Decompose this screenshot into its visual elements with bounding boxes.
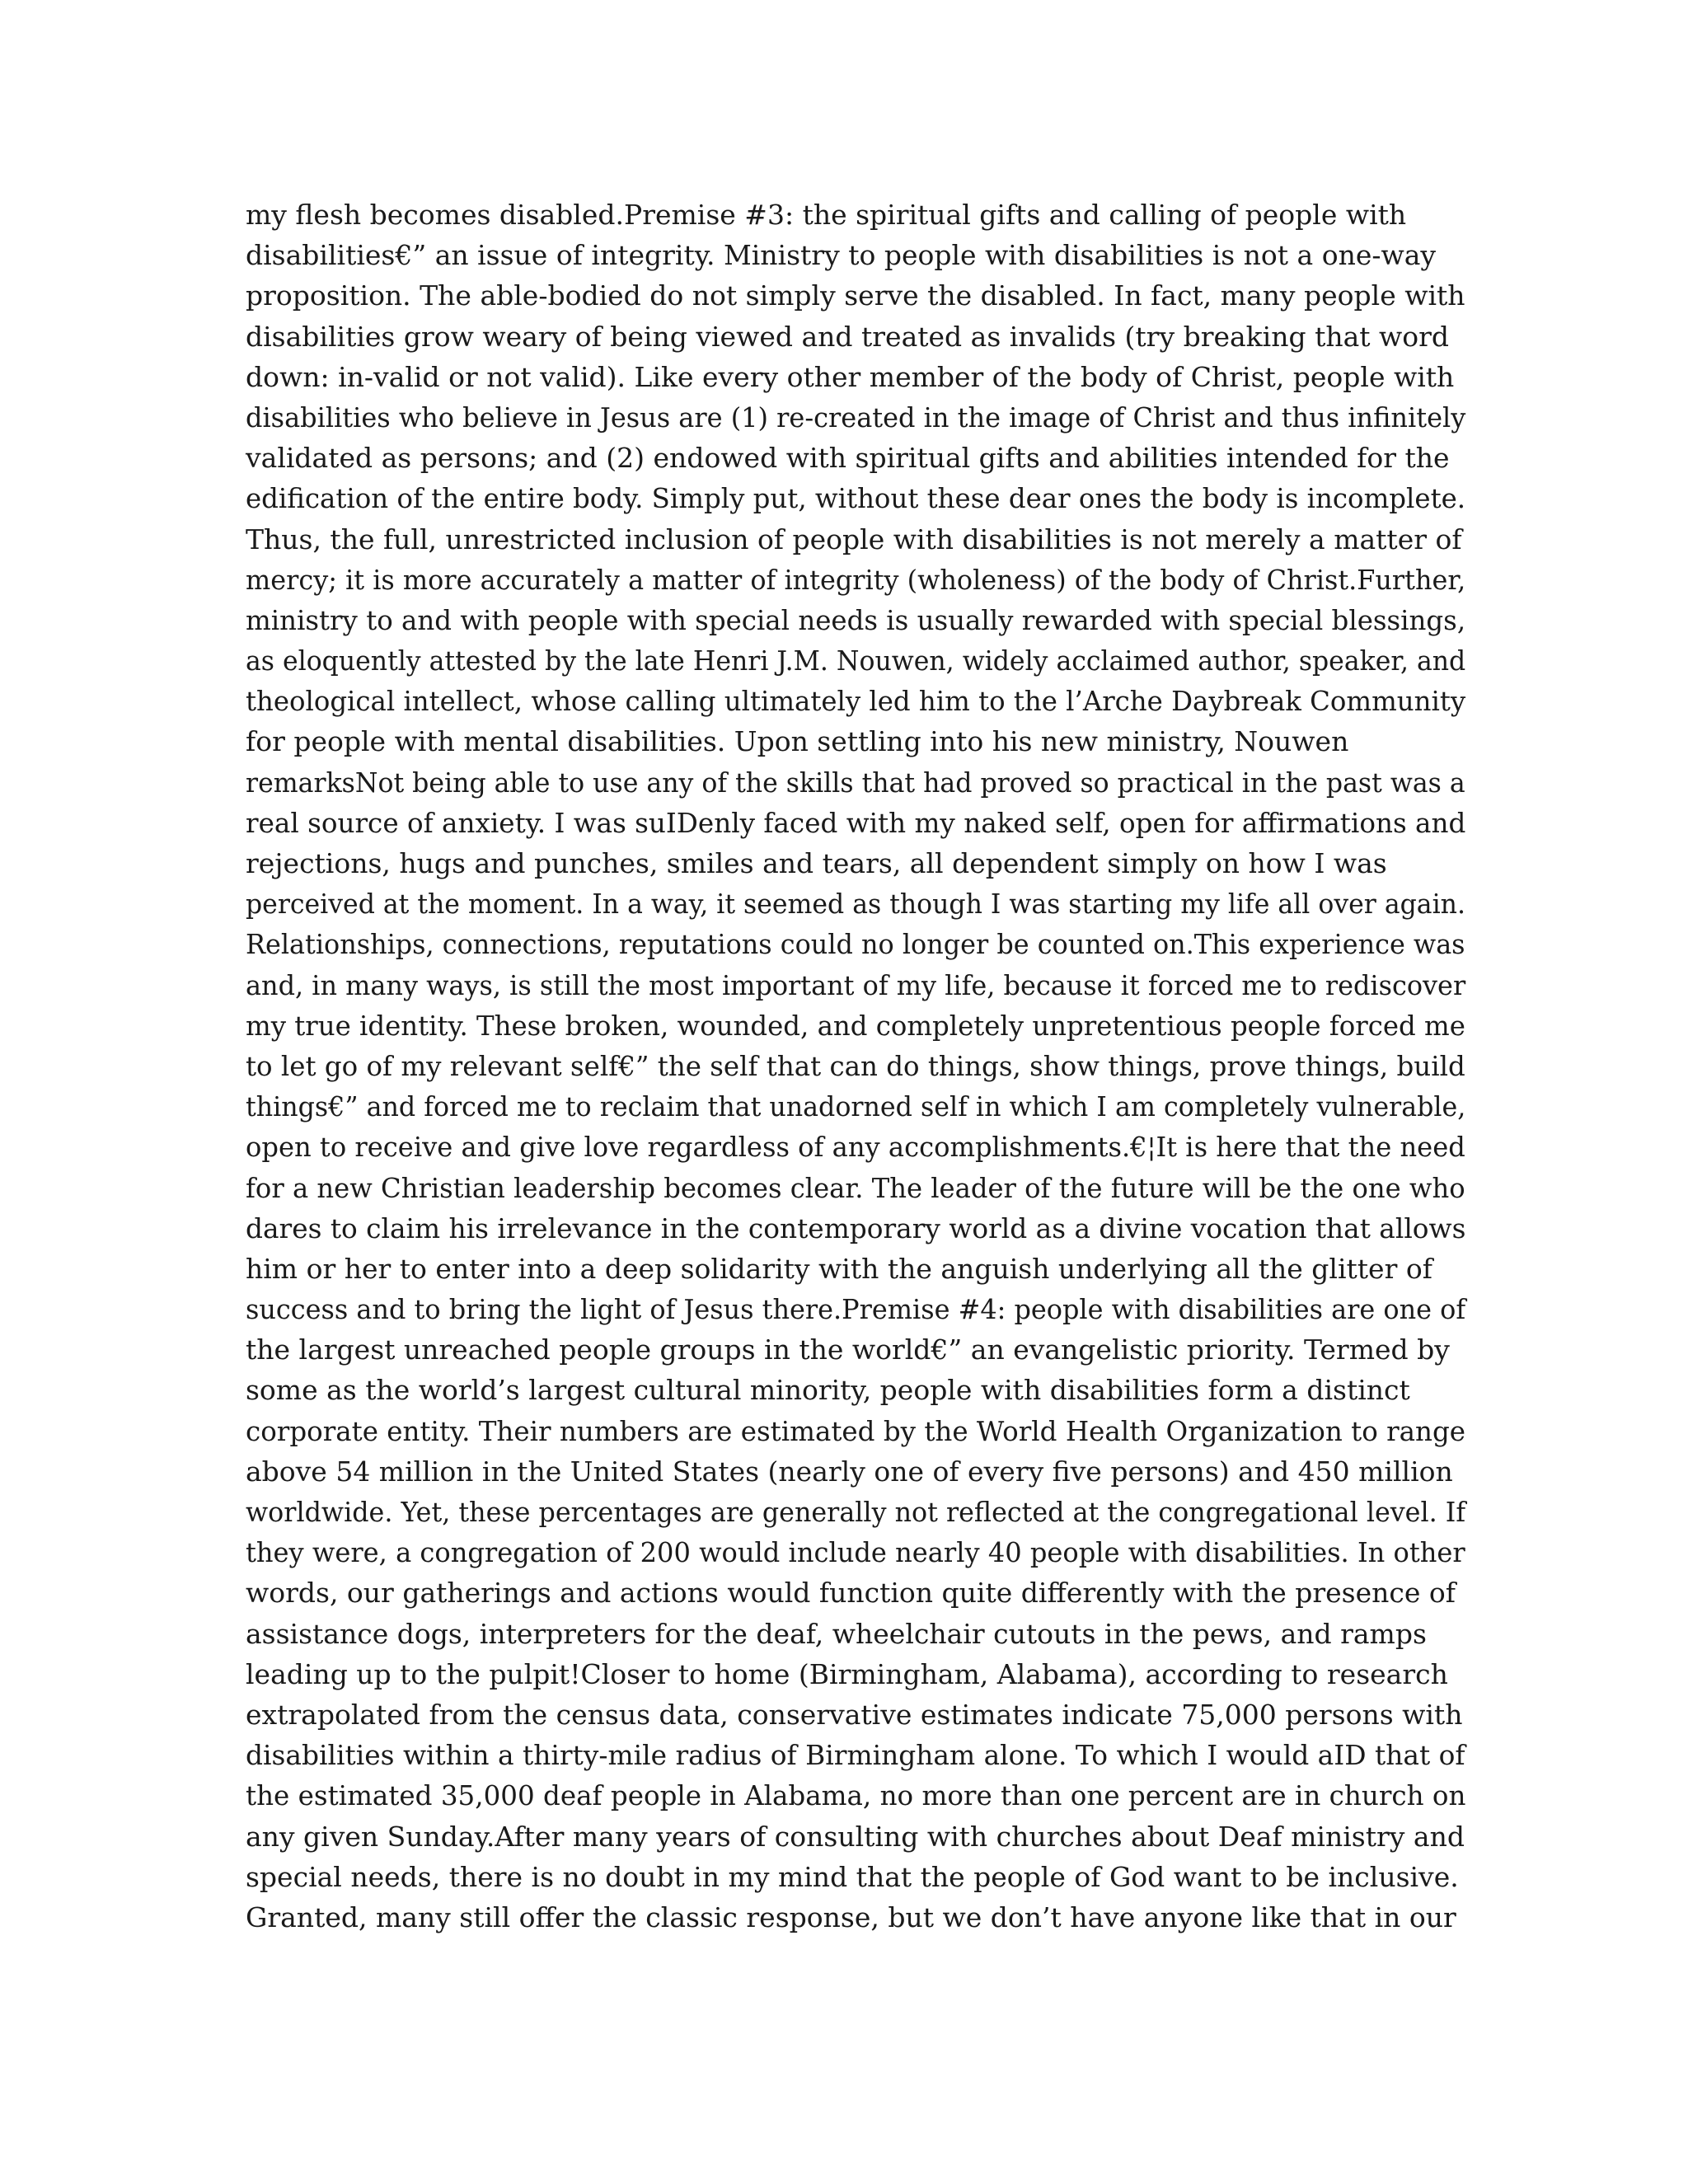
text-line: some as the world’s largest cultural minority, people with disabilities form a distinct — [246, 1374, 1410, 1407]
text-line: proposition. The able-bodied do not simply serve the disabled. In fact, many people with — [246, 279, 1465, 312]
text-line: real source of anxiety. I was suIDenly faced with my naked self, open for affirmations and — [246, 806, 1466, 839]
text-line: assistance dogs, interpreters for the deaf, wheelchair cutouts in the pews, and ramps — [246, 1617, 1427, 1650]
text-line: to let go of my relevant self€” the self that can do things, show things, prove things, build — [246, 1049, 1465, 1082]
text-line: any given Sunday.After many years of consulting with churches about Deaf ministry and — [246, 1820, 1465, 1853]
text-line: for people with mental disabilities. Upon settling into his new ministry, Nouwen — [246, 725, 1349, 758]
text-line: for a new Christian leadership becomes clear. The leader of the future will be the one who — [246, 1171, 1465, 1204]
text-line: and, in many ways, is still the most important of my life, because it forced me to rediscover — [246, 968, 1466, 1001]
text-line: my true identity. These broken, wounded, and completely unpretentious people forced me — [246, 1009, 1465, 1042]
text-line: worldwide. Yet, these percentages are generally not reflected at the congregational level. If — [246, 1496, 1466, 1528]
text-line: ministry to and with people with special needs is usually rewarded with special blessings, — [246, 603, 1466, 636]
body-text — [246, 194, 1465, 1938]
text-line: the estimated 35,000 deaf people in Alabama, no more than one percent are in church on — [246, 1779, 1466, 1812]
text-line: disabilities€” an issue of integrity. Ministry to people with disabilities is not a one-way — [246, 239, 1437, 272]
text-line: dares to claim his irrelevance in the contemporary world as a divine vocation that allows — [246, 1212, 1466, 1244]
text-line: as eloquently attested by the late Henri J.M. Nouwen, widely acclaimed author, speaker, and — [246, 644, 1466, 677]
text-line: open to receive and give love regardless of any accomplishments.€¦It is here that the need — [246, 1131, 1465, 1164]
text-line: disabilities who believe in Jesus are (1) re-created in the image of Christ and thus infinitely — [246, 401, 1466, 434]
text-line: down: in-valid or not valid). Like every other member of the body of Christ, people with — [246, 360, 1455, 393]
text-line: success and to bring the light of Jesus there.Premise #4: people with disabilities are one of — [246, 1293, 1466, 1326]
text-line: special needs, there is no doubt in my mind that the people of God want to be inclusive. — [246, 1860, 1459, 1893]
text-line: theological intellect, whose calling ultimately led him to the l’Arche Daybreak Community — [246, 685, 1466, 718]
text-line: Relationships, connections, reputations could no longer be counted on.This experience was — [246, 928, 1465, 961]
text-line: the largest unreached people groups in the world€” an evangelistic priority. Termed by — [246, 1333, 1450, 1366]
text-line: remarksNot being able to use any of the skills that had proved so practical in the past was a — [246, 766, 1465, 799]
text-line: extrapolated from the census data, conservative estimates indicate 75,000 persons with — [246, 1698, 1463, 1731]
text-line: validated as persons; and (2) endowed with spiritual gifts and abilities intended for the — [246, 442, 1450, 475]
text-line: things€” and forced me to reclaim that unadorned self in which I am completely vulnerable, — [246, 1090, 1466, 1123]
text-line: words, our gatherings and actions would function quite differently with the presence of — [246, 1577, 1456, 1610]
text-line: rejections, hugs and punches, smiles and tears, all dependent simply on how I was — [246, 847, 1387, 879]
text-line: leading up to the pulpit!Closer to home (Birmingham, Alabama), according to research — [246, 1657, 1448, 1690]
text-line: mercy; it is more accurately a matter of integrity (wholeness) of the body of Christ.Further, — [246, 563, 1466, 596]
text-line: him or her to enter into a deep solidarity with the anguish underlying all the glitter of — [246, 1252, 1432, 1285]
text-line: Thus, the full, unrestricted inclusion of people with disabilities is not merely a matter of — [246, 523, 1462, 555]
text-line: Granted, many still offer the classic response, but we don’t have anyone like that in our — [246, 1900, 1456, 1933]
text-line: my flesh becomes disabled.Premise #3: the spiritual gifts and calling of people with — [246, 199, 1407, 231]
text-line: corporate entity. Their numbers are estimated by the World Health Organization to range — [246, 1414, 1466, 1447]
text-line: disabilities within a thirty-mile radius of Birmingham alone. To which I would aID that of — [246, 1739, 1465, 1772]
text-line: above 54 million in the United States (nearly one of every five persons) and 450 million — [246, 1455, 1453, 1488]
text-line: perceived at the moment. In a way, it seemed as though I was starting my life all over again. — [246, 888, 1465, 921]
text-line: edification of the entire body. Simply put, without these dear ones the body is incomplete. — [246, 482, 1466, 515]
text-line: disabilities grow weary of being viewed and treated as invalids (try breaking that word — [246, 320, 1450, 353]
text-line: they were, a congregation of 200 would include nearly 40 people with disabilities. In other — [246, 1536, 1465, 1569]
